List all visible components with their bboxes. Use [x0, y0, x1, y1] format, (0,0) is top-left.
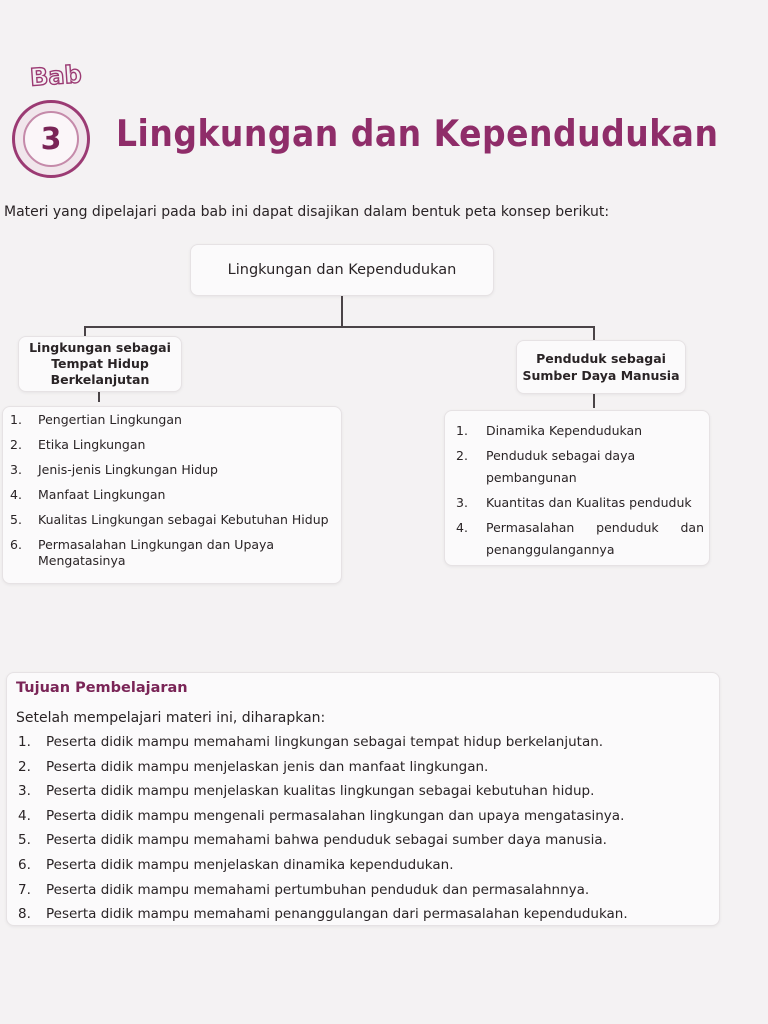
- chapter-number-badge: [12, 100, 90, 178]
- list-item: 3. Jenis-jenis Lingkungan Hidup: [10, 462, 218, 477]
- connector-left-list: [98, 392, 100, 402]
- list-item: 2. Penduduk sebagai daya pembangunan: [456, 448, 636, 485]
- list-item: 1. Peserta didik mampu memahami lingkungan sebagai tempat hidup berkelanjutan.: [18, 734, 604, 750]
- list-item: 4. Permasalahan penduduk dan penanggulangannya: [456, 520, 704, 557]
- right-branch-title: Penduduk sebagai Sumber Daya Manusia: [522, 351, 680, 383]
- concept-map-left-branch: [18, 336, 182, 392]
- intro-text: Materi yang dipelajari pada bab ini dapat disajikan dalam bentuk peta konsep berikut:: [4, 204, 610, 220]
- objectives-heading: Tujuan Pembelajaran: [16, 680, 188, 696]
- concept-map-right-branch: [516, 340, 686, 394]
- list-item: 6. Peserta didik mampu menjelaskan dinamika kependudukan.: [18, 856, 454, 873]
- list-item: 7. Peserta didik mampu memahami pertumbuhan penduduk dan permasalahnnya.: [18, 881, 590, 898]
- list-item: 4. Manfaat Lingkungan: [10, 487, 166, 502]
- left-branch-list: [10, 412, 340, 578]
- list-item: 4. Peserta didik mampu mengenali permasalahan lingkungan dan upaya mengatasinya.: [18, 807, 625, 824]
- list-item: 6. Permasalahan Lingkungan dan Upaya Mengatasinya: [10, 537, 275, 568]
- connector-root-down: [341, 296, 343, 326]
- list-item: 3. Peserta didik mampu menjelaskan kualitas lingkungan sebagai kebutuhan hidup.: [18, 783, 595, 800]
- chapter-title: Lingkungan dan Kependudukan: [116, 112, 719, 155]
- concept-map-root-label: Lingkungan dan Kependudukan: [227, 262, 457, 278]
- list-item: 8. Peserta didik mampu memahami penanggulangan dari permasalahan kependudukan.: [18, 906, 628, 923]
- right-branch-list: [456, 420, 704, 564]
- list-item: 1. Dinamika Kependudukan: [456, 423, 643, 438]
- chapter-label: Bab: [29, 60, 83, 92]
- objectives-intro: Setelah mempelajari materi ini, diharapkan:: [16, 710, 326, 726]
- objectives-list: [18, 734, 708, 931]
- connector-right-list: [593, 394, 595, 408]
- list-item: 2. Etika Lingkungan: [10, 437, 146, 452]
- list-item: 2. Peserta didik mampu menjelaskan jenis dan manfaat lingkungan.: [18, 758, 489, 775]
- left-branch-title: Lingkungan sebagai Tempat Hidup Berkelanjutan: [29, 340, 171, 387]
- connector-horizontal: [84, 326, 594, 328]
- list-item: 5. Peserta didik mampu memahami bahwa penduduk sebagai sumber daya manusia.: [18, 832, 607, 849]
- list-item: 3. Kuantitas dan Kualitas penduduk: [456, 495, 692, 510]
- list-item: 5. Kualitas Lingkungan sebagai Kebutuhan Hidup: [10, 512, 329, 527]
- chapter-number: 3: [23, 111, 79, 167]
- list-item: 1. Pengertian Lingkungan: [10, 412, 182, 427]
- concept-map-root: [190, 244, 494, 296]
